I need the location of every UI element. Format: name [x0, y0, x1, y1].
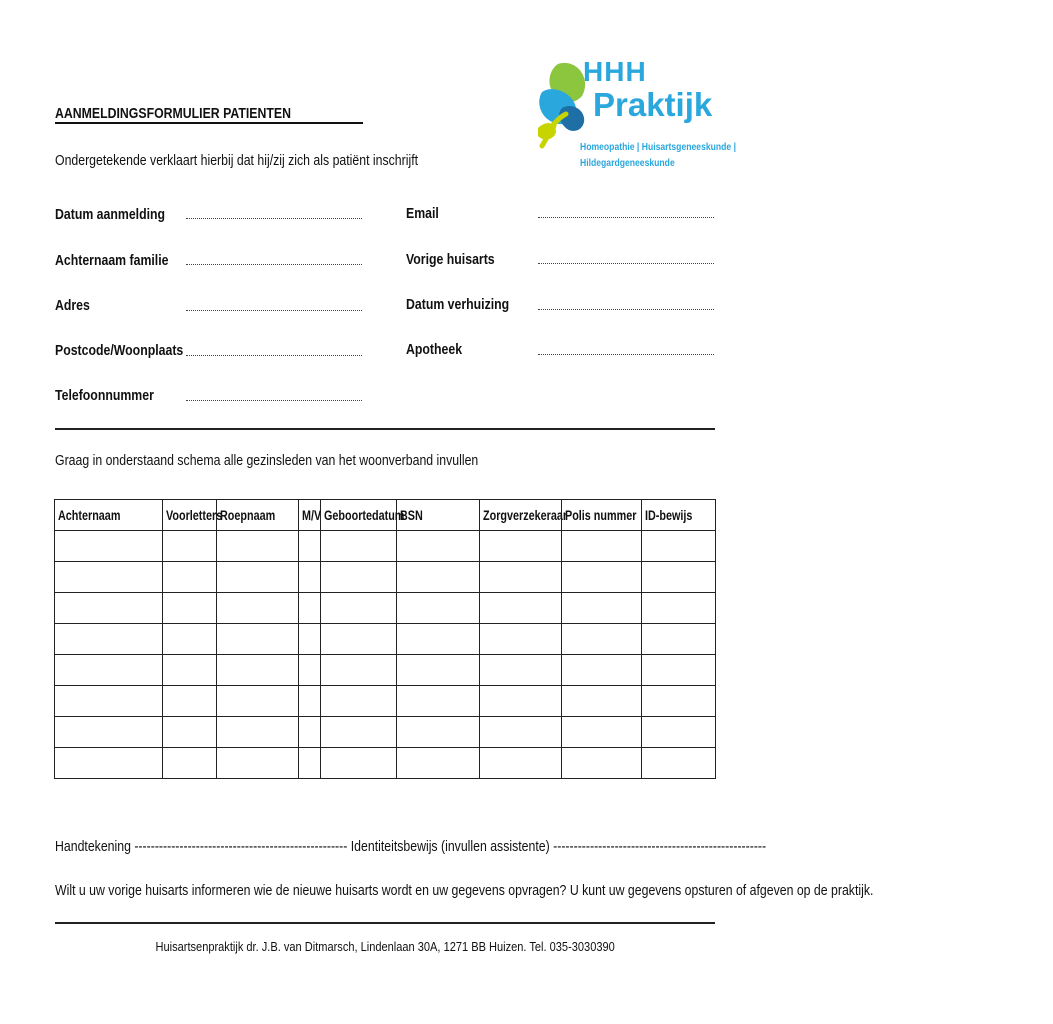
- field-label-datum-verhuizing: Datum verhuizing: [406, 296, 510, 313]
- table-cell[interactable]: [163, 562, 217, 593]
- table-row: [55, 562, 716, 593]
- title-underline: [55, 122, 363, 124]
- table-cell[interactable]: [562, 655, 642, 686]
- table-cell[interactable]: [397, 655, 480, 686]
- table-cell[interactable]: [642, 655, 716, 686]
- table-cell[interactable]: [642, 748, 716, 779]
- table-cell[interactable]: [321, 717, 397, 748]
- logo-subname: Praktijk: [593, 86, 713, 123]
- table-cell[interactable]: [480, 593, 562, 624]
- table-cell[interactable]: [562, 624, 642, 655]
- column-header-geboortedatum: Geboortedatum: [321, 500, 397, 531]
- table-cell[interactable]: [299, 531, 321, 562]
- id-check-field[interactable]: ----------------------------------------------------: [553, 838, 767, 855]
- table-cell[interactable]: [299, 593, 321, 624]
- table-cell[interactable]: [397, 686, 480, 717]
- table-cell[interactable]: [562, 562, 642, 593]
- field-input-datum-verhuizing[interactable]: [538, 309, 714, 310]
- table-cell[interactable]: [562, 717, 642, 748]
- table-header-row: [55, 500, 716, 531]
- table-row: [55, 655, 716, 686]
- field-label-achternaam-familie: Achternaam familie: [55, 252, 169, 269]
- table-cell[interactable]: [642, 562, 716, 593]
- intro-text: Ondergetekende verklaart hierbij dat hij/zij zich als patiënt inschrijft: [55, 152, 419, 169]
- table-cell[interactable]: [55, 624, 163, 655]
- table-row: [55, 593, 716, 624]
- table-cell[interactable]: [480, 717, 562, 748]
- table-cell[interactable]: [217, 717, 299, 748]
- table-cell[interactable]: [480, 655, 562, 686]
- table-row: [55, 748, 716, 779]
- table-cell[interactable]: [55, 562, 163, 593]
- table-cell[interactable]: [480, 748, 562, 779]
- table-cell[interactable]: [55, 686, 163, 717]
- table-cell[interactable]: [55, 717, 163, 748]
- form-title: AANMELDINGSFORMULIER PATIENTEN: [55, 105, 291, 122]
- table-cell[interactable]: [217, 655, 299, 686]
- table-cell[interactable]: [163, 531, 217, 562]
- footer-address: Huisartsenpraktijk dr. J.B. van Ditmarsch, Lindenlaan 30A, 1271 BB Huizen. Tel. 035-3030390: [155, 939, 615, 954]
- table-cell[interactable]: [299, 655, 321, 686]
- table-cell[interactable]: [397, 593, 480, 624]
- table-cell[interactable]: [397, 531, 480, 562]
- table-cell[interactable]: [163, 717, 217, 748]
- field-label-email: Email: [406, 205, 439, 222]
- table-cell[interactable]: [562, 748, 642, 779]
- table-cell[interactable]: [321, 624, 397, 655]
- table-cell[interactable]: [217, 748, 299, 779]
- field-input-email[interactable]: [538, 217, 714, 218]
- table-cell[interactable]: [163, 686, 217, 717]
- table-cell[interactable]: [562, 531, 642, 562]
- table-row: [55, 717, 716, 748]
- table-cell[interactable]: [397, 717, 480, 748]
- table-cell[interactable]: [163, 748, 217, 779]
- table-cell[interactable]: [642, 717, 716, 748]
- column-header-mv: M/V: [299, 500, 321, 531]
- table-cell[interactable]: [480, 686, 562, 717]
- table-cell[interactable]: [55, 655, 163, 686]
- table-cell[interactable]: [217, 593, 299, 624]
- section-divider: [55, 428, 715, 430]
- previous-gp-question: Wilt u uw vorige huisarts informeren wie de nieuwe huisarts wordt en uw gegevens opvragen? U kunt uw gegevens opsturen of afgeven op de praktijk.: [55, 882, 874, 899]
- field-input-apotheek[interactable]: [538, 354, 714, 355]
- table-cell[interactable]: [562, 686, 642, 717]
- table-cell[interactable]: [299, 624, 321, 655]
- logo-tagline-1: Homeopathie | Huisartsgeneeskunde |: [580, 141, 737, 153]
- field-input-telefoonnummer[interactable]: [186, 400, 362, 401]
- household-members-table: [54, 499, 716, 779]
- field-label-telefoonnummer: Telefoonnummer: [55, 387, 154, 404]
- table-row: [55, 624, 716, 655]
- table-cell[interactable]: [397, 562, 480, 593]
- table-cell[interactable]: [299, 748, 321, 779]
- table-cell[interactable]: [321, 531, 397, 562]
- table-cell[interactable]: [397, 748, 480, 779]
- signature-field[interactable]: ----------------------------------------------------: [134, 838, 348, 855]
- table-cell[interactable]: [480, 624, 562, 655]
- field-input-datum-aanmelding[interactable]: [186, 218, 362, 219]
- column-header-achternaam: Achternaam: [55, 500, 163, 531]
- column-header-id-bewijs: ID-bewijs: [642, 500, 716, 531]
- field-label-vorige-huisarts: Vorige huisarts: [406, 251, 495, 268]
- signature-line: [55, 838, 922, 855]
- table-cell[interactable]: [217, 624, 299, 655]
- column-header-polis-nummer: Polis nummer: [562, 500, 642, 531]
- table-cell[interactable]: [217, 686, 299, 717]
- id-check-label: Identiteitsbewijs (invullen assistente): [350, 838, 550, 855]
- table-cell[interactable]: [480, 531, 562, 562]
- table-cell[interactable]: [397, 624, 480, 655]
- table-instruction: Graag in onderstaand schema alle gezinsleden van het woonverband invullen: [55, 452, 479, 469]
- column-header-zorgverzekeraar: Zorgverzekeraar: [480, 500, 562, 531]
- field-input-postcode-woonplaats[interactable]: [186, 355, 362, 356]
- column-header-voorletters: Voorletters: [163, 500, 217, 531]
- field-label-postcode-woonplaats: Postcode/Woonplaats: [55, 342, 184, 359]
- table-cell[interactable]: [217, 562, 299, 593]
- table-cell[interactable]: [163, 624, 217, 655]
- table-cell[interactable]: [163, 593, 217, 624]
- field-label-apotheek: Apotheek: [406, 341, 463, 358]
- table-cell[interactable]: [480, 562, 562, 593]
- table-cell[interactable]: [299, 562, 321, 593]
- table-cell[interactable]: [642, 624, 716, 655]
- table-cell[interactable]: [321, 748, 397, 779]
- table-cell[interactable]: [321, 562, 397, 593]
- field-input-vorige-huisarts[interactable]: [538, 263, 714, 264]
- table-cell[interactable]: [642, 686, 716, 717]
- logo-name: HHH: [583, 56, 647, 87]
- logo-leaf-lime: [538, 123, 556, 139]
- field-input-achternaam-familie[interactable]: [186, 264, 362, 265]
- table-row: [55, 686, 716, 717]
- field-label-adres: Adres: [55, 297, 90, 314]
- table-cell[interactable]: [217, 531, 299, 562]
- table-cell[interactable]: [562, 593, 642, 624]
- table-cell[interactable]: [321, 593, 397, 624]
- table-cell[interactable]: [55, 531, 163, 562]
- column-header-bsn: BSN: [397, 500, 480, 531]
- column-header-roepnaam: Roepnaam: [217, 500, 299, 531]
- table-cell[interactable]: [163, 655, 217, 686]
- logo-tagline-2: Hildegardgeneeskunde: [580, 157, 675, 169]
- table-cell[interactable]: [642, 593, 716, 624]
- footer-divider: [55, 922, 715, 924]
- table-cell[interactable]: [321, 686, 397, 717]
- table-cell[interactable]: [321, 655, 397, 686]
- table-cell[interactable]: [299, 686, 321, 717]
- table-row: [55, 531, 716, 562]
- table-cell[interactable]: [642, 531, 716, 562]
- signature-label: Handtekening: [55, 838, 131, 855]
- table-cell[interactable]: [55, 593, 163, 624]
- field-input-adres[interactable]: [186, 310, 362, 311]
- field-label-datum-aanmelding: Datum aanmelding: [55, 206, 166, 223]
- table-cell[interactable]: [299, 717, 321, 748]
- table-cell[interactable]: [55, 748, 163, 779]
